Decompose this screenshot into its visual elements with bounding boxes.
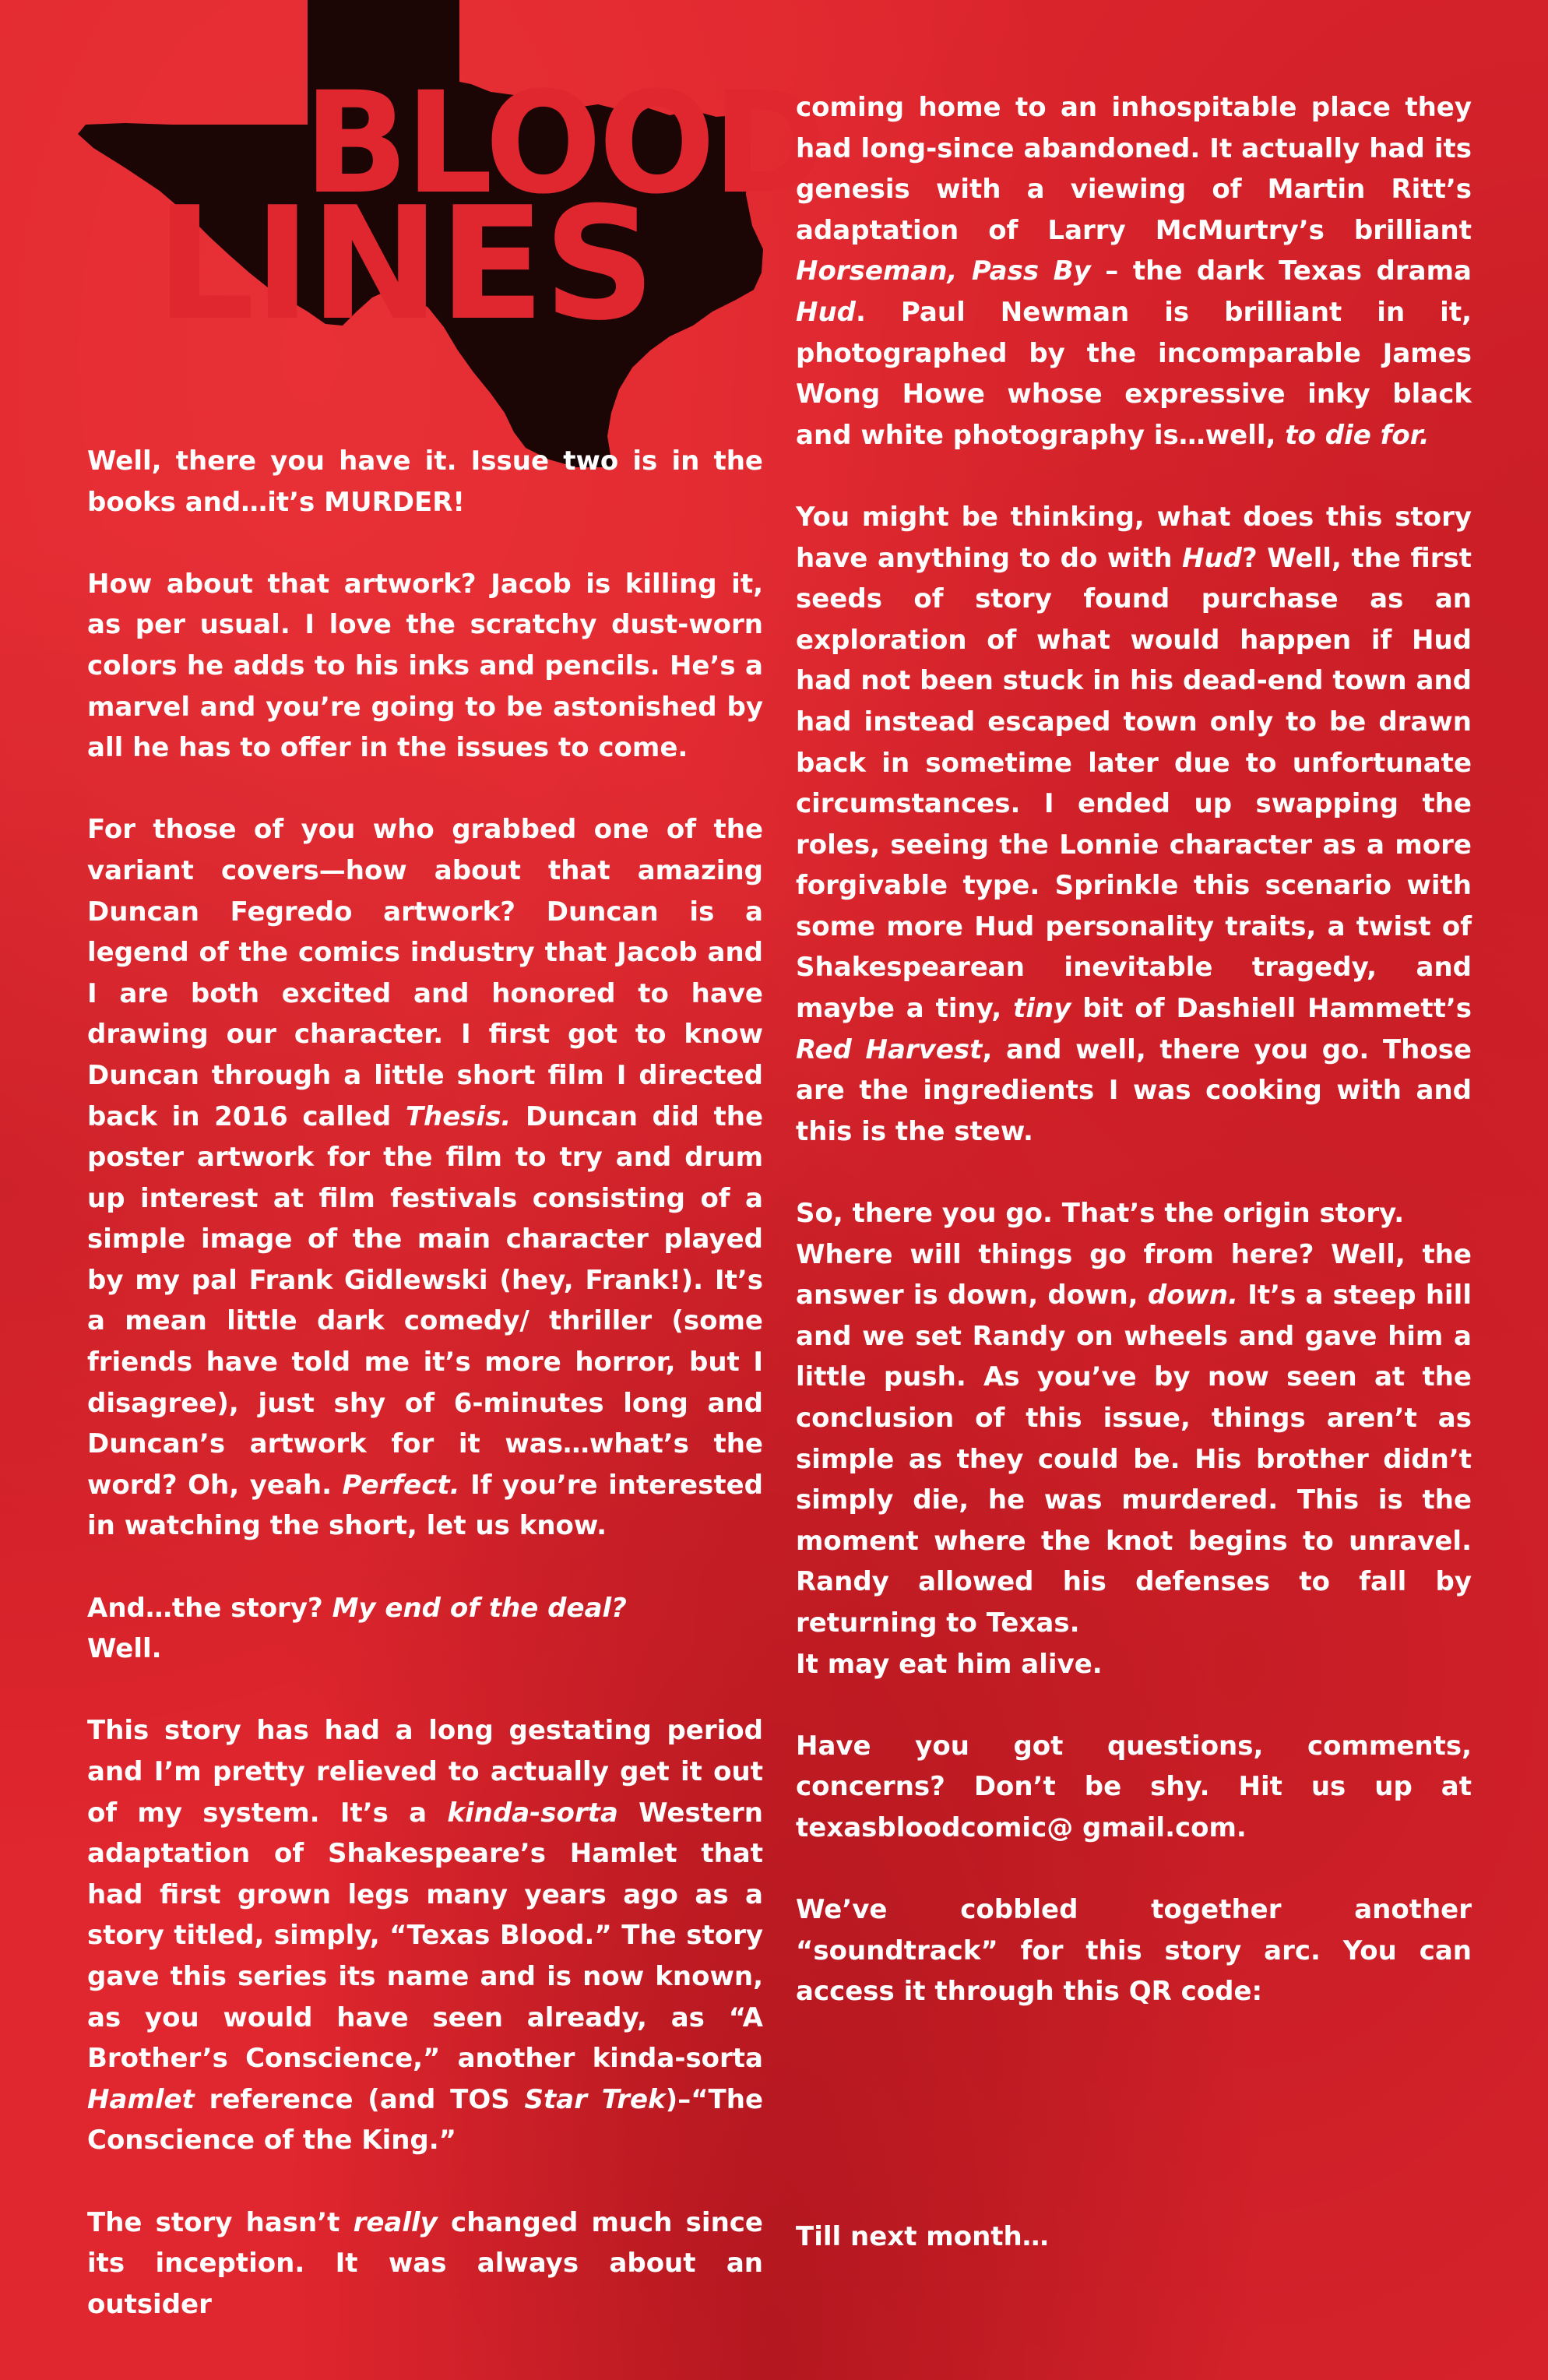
text-run: And…the story? xyxy=(87,1592,332,1624)
paragraph-gestation xyxy=(87,1710,763,2161)
italic-text: Hud xyxy=(1182,542,1243,574)
italic-text: Star Trek xyxy=(524,2083,666,2115)
text-run: It’s a steep hill and we set Randy on wheels and gave him a little push. As you’ve by now seen at the conclusion of this issue, things aren’t as simple as they could be. His brother didn’t simply die, he was murdered. This is the moment where the knot begins to unravel. Randy allowed his defenses to fall by returning to Texas. xyxy=(796,1280,1472,1639)
text-run: , and well, there you go. Those are the ingredients I was cooking with and this is the stew. xyxy=(796,1033,1472,1147)
italic-text: Perfect. xyxy=(342,1469,460,1501)
text-run: If you’re interested in watching the short, let us know. xyxy=(87,1469,763,1542)
italic-text: tiny xyxy=(1013,993,1071,1025)
italic-text: Red Harvest xyxy=(796,1033,983,1065)
text-run: For those of you who grabbed one of the variant covers—how about that amazing Duncan Fegredo artwork? Duncan is a legend of the comics industry that Jacob and I are both excited and honored to have drawing our character. I first got to know Duncan through a little short film I directed back in 2016 called xyxy=(87,814,763,1132)
text-run: You might be thinking, what does this story have anything to do with xyxy=(796,501,1472,574)
italic-text: Hud xyxy=(796,296,856,328)
text-run: Duncan did the poster artwork for the film to try and drum up interest at film festivals consisting of a simple image of the main character played by my pal Frank Gidlewski (hey, Frank!). It’s a mean little dark comedy/ thriller (some friends have told me it’s more horror, but I disagree), just shy of 6-minutes long and Duncan’s artwork for it was…what’s the word? Oh, yeah. xyxy=(87,1100,764,1501)
right-column xyxy=(796,87,1472,2054)
italic-text: Hamlet xyxy=(87,2083,195,2115)
paragraph-inception xyxy=(87,2202,763,2325)
logo-blood-word: BLOOD xyxy=(304,62,824,225)
logo-lines-word: LINES xyxy=(156,174,654,355)
text-run: The story hasn’t xyxy=(87,2206,354,2238)
italic-text: Thesis. xyxy=(405,1100,512,1132)
paragraph-intro: Well, there you have it. Issue two is in the books and…it’s MURDER! xyxy=(87,445,763,518)
text-run: . Paul Newman is brilliant in it, photographed by the incomparable James Wong Howe whose expressive inky black and white photography is…well, xyxy=(796,296,1472,451)
text-run: bit of Dashiell Hammett’s xyxy=(1071,993,1472,1025)
paragraph-genesis xyxy=(796,87,1472,456)
paragraph-hud-connection xyxy=(796,497,1472,1153)
paragraph-soundtrack: We’ve cobbled together another “soundtrack” for this story arc. You can access it through this QR code: xyxy=(796,1894,1472,2008)
italic-text: really xyxy=(353,2206,438,2238)
text-run: – the dark Texas drama xyxy=(1090,255,1472,287)
text-run: reference (and TOS xyxy=(194,2083,525,2115)
paragraph-where-next xyxy=(796,1234,1472,1644)
italic-text: down. xyxy=(1147,1280,1239,1311)
text-run: Where will things go from here? Well, the answer is down, down, xyxy=(796,1238,1472,1311)
text-run: ? Well, the first seeds of story found purchase as an exploration of what would happen if Hud had not been stuck in his dead-end town and had instead escaped town only to be drawn back in sometime later due to unfortunate circumstances. I ended up swapping the roles, seeing the Lonnie character as a more forgivable type. Sprinkle this scenario with some more Hud personality traits, a twist of Shakespearean inevitable tragedy, and maybe a tiny, xyxy=(796,542,1472,1025)
paragraph-contact: Have you got questions, comments, concerns? Don’t be shy. Hit us up at texasbloodcomic@ gmail.com. xyxy=(796,1730,1472,1843)
closing-line: Till next month… xyxy=(796,2221,1049,2252)
paragraph-variant-covers xyxy=(87,809,763,1547)
text-run: Western adaptation of Shakespeare’s Hamlet that had first grown legs many years ago as a story titled, simply, “Texas Blood.” The story gave this series its name and is now known, as you would have seen already, as “A Brother’s Conscience,” another kinda-sorta xyxy=(87,1797,763,2075)
paragraph-the-story xyxy=(87,1588,763,1629)
italic-text: Horseman, Pass By xyxy=(796,255,1091,287)
text-run: coming home to an inhospitable place they had long-since abandoned. It actually had its genesis with a viewing of Martin Ritt’s adaptation of Larry McMurtry’s brilliant xyxy=(796,92,1472,246)
paragraph-artwork: How about that artwork? Jacob is killing it, as per usual. I love the scratchy dust-worn colors he adds to his inks and pencils. He’s a marvel and you’re going to be astonished by all he has to offer in the issues to come. xyxy=(87,568,763,764)
left-column xyxy=(87,441,763,2325)
paragraph-origin-line: So, there you go. That’s the origin story. xyxy=(796,1198,1405,1230)
text-run: )–“The Conscience of the King.” xyxy=(87,2083,763,2156)
paragraph-eat-alive: It may eat him alive. xyxy=(796,1648,1103,1680)
italic-text: My end of the deal? xyxy=(332,1592,627,1624)
text-run: changed much since its inception. It was always about an outsider xyxy=(87,2206,763,2320)
paragraph-well: Well. xyxy=(87,1633,162,1665)
italic-text: to die for. xyxy=(1285,419,1430,451)
italic-text: kinda-sorta xyxy=(447,1797,618,1829)
text-run: This story has had a long gestating period and I’m pretty relieved to actually get it out of my system. It’s a xyxy=(87,1715,763,1829)
